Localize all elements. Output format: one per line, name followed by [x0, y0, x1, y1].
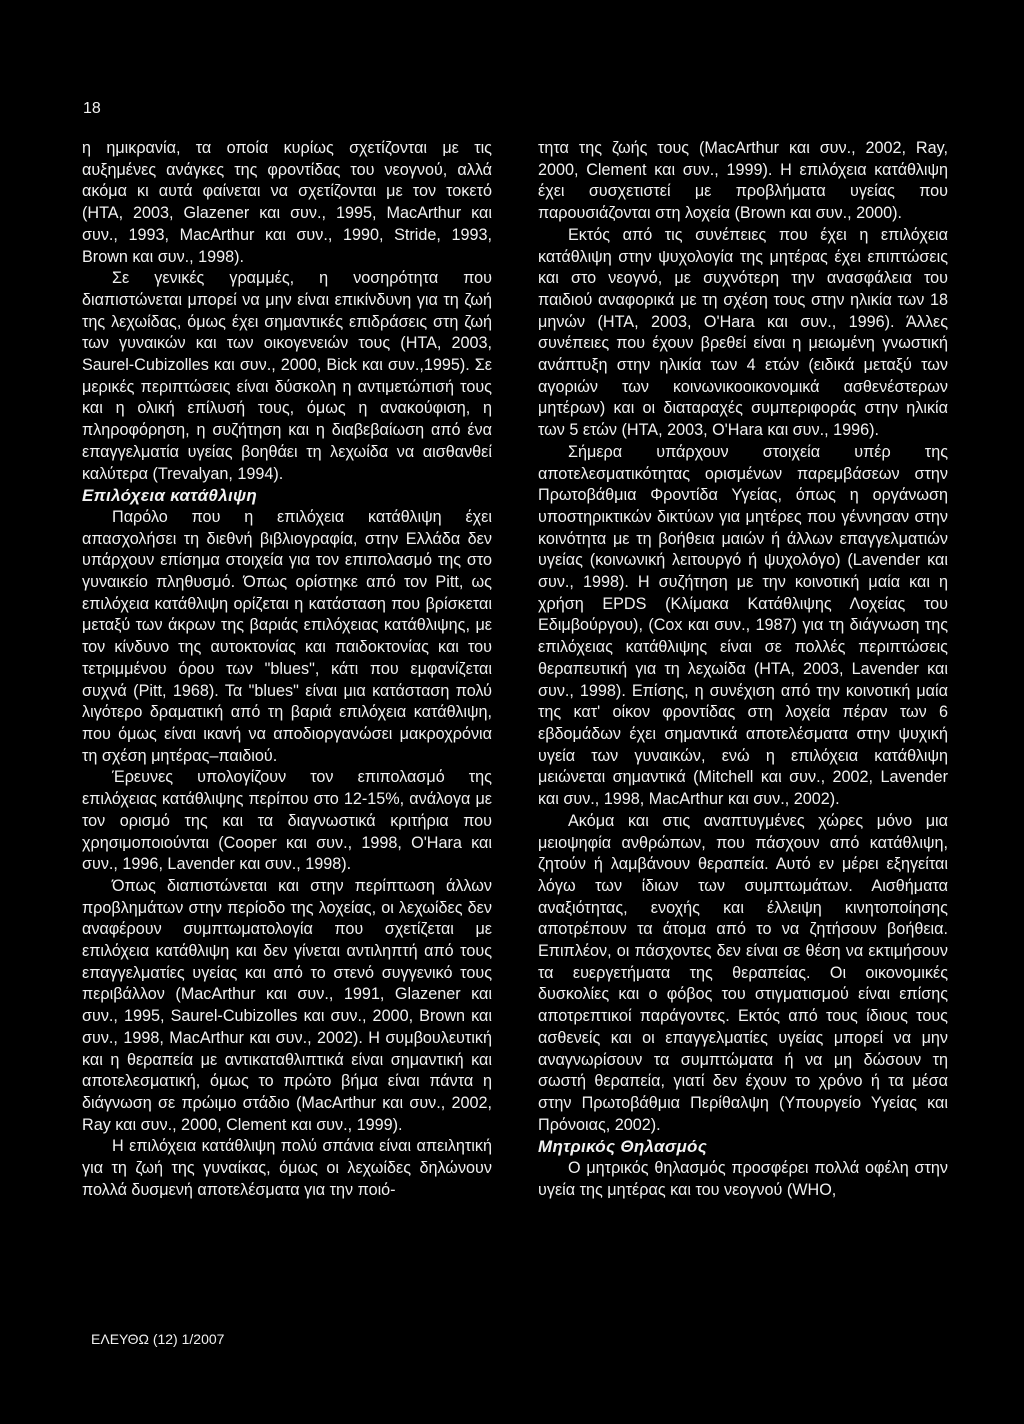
paragraph: Η επιλόχεια κατάθλιψη πολύ σπάνια είναι απειλητική για τη ζωή της γυναίκας, όμως οι λεχωίδες δηλώνουν πολλά δυσμενή αποτελέσματα για την ποιό-: [82, 1137, 492, 1199]
paragraph: Παρόλο που η επιλόχεια κατάθλιψη έχει απασχολήσει τη διεθνή βιβλιογραφία, στην Ελλάδα δεν υπάρχουν επίσημα στοιχεία για τον επιπολασμό της στο γυναικείο πληθυσμό. Όπως ορίστηκε από τον Pitt, ως επιλόχεια κατάθλιψη ορίζεται η κατάσταση που βρίσκεται μεταξύ των άκρων της βαριάς επιλόχειας κατάθλιψης, με τον κίνδυνο της αυτοκτονίας και παιδοκτονίας και του τετριμμένου όρου των "blues", κάτι που εμφανίζεται συχνά (Pitt, 1968). Τα "blues" είναι μια κατάσταση πολύ λιγότερο δραματική από τη βαριά επιλόχεια κατάθλιψη, που όμως είναι ικανή να αποδιοργανώσει μακροχρόνια τη σχέση μητέρας–παιδιού.: [82, 507, 492, 765]
paragraph: Εκτός από τις συνέπειες που έχει η επιλόχεια κατάθλιψη στην ψυχολογία της μητέρας έχει επιπτώσεις και στο νεογνό, με συχνότερη την ανασφάλεια του παιδιού αναφορικά με τη σχέση τους στην ηλικία των 18 μηνών (HTA, 2003, O'Hara και συν., 1996). Άλλες συνέπειες που έχουν βρεθεί είναι η μειωμένη γνωστική ανάπτυξη στην ηλικία των 4 ετών (ειδικά μεταξύ των αγοριών των κοινωνικοοικονομικά ασθενέστερων μητέρων) και οι διαταραχές συμπεριφοράς στην ηλικία των 5 ετών (HTA, 2003, O'Hara και συν., 1996).: [538, 225, 948, 440]
page-number: 18: [83, 100, 101, 117]
section-heading: Επιλόχεια κατάθλιψη: [82, 486, 258, 506]
right-column: [538, 138, 948, 1201]
section-heading: Μητρικός Θηλασμός: [538, 1137, 708, 1157]
paragraph: Όπως διαπιστώνεται και στην περίπτωση άλλων προβλημάτων στην περίοδο της λοχείας, οι λεχωίδες δεν αναφέρουν συμπτωματολογία που σχετίζεται με επιλόχεια κατάθλιψη και δεν γίνεται αντιληπτή από τους επαγγελματίες υγείας και από το στενό συγγενικό τους περιβάλλον (MacArthur και συν., 1991, Glazener και συν., 1995, Saurel-Cubizolles και συν., 2000, Brown και συν., 1998, MacArthur και συν., 2002). Η συμβουλευτική και η θεραπεία με αντικαταθλιπτικά είναι σημαντική και αποτελεσματική, όμως το πρώτο βήμα είναι πάντα η διάγνωση σε πρώιμο στάδιο (MacArthur και συν., 2002, Ray και συν., 2000, Clement και συν., 1999).: [82, 876, 492, 1134]
paragraph: Σήμερα υπάρχουν στοιχεία υπέρ της αποτελεσματικότητας ορισμένων παρεμβάσεων στην Πρωτοβάθμια Φροντίδα Υγείας, όπως η οργάνωση υποστηρικτικών δικτύων για μητέρες που γέννησαν στην κοινότητα με τη βοήθεια μαιών ή άλλων επαγγελματιών υγείας (κοινωνική λειτουργό ή ψυχολόγο) (Lavender και συν., 1998). Η συζήτηση με την κοινοτική μαία και η χρήση EPDS (Κλίμακα Κατάθλιψης Λοχείας του Εδιμβούργου), (Cox και συν., 1987) για τη διάγνωση της επιλόχειας κατάθλιψης είναι σε πολλές περιπτώσεις θεραπευτική για τη λεχωίδα (HTA, 2003, Lavender και συν., 1998). Επίσης, η συνέχιση από την κοινοτική μαία της κατ' οίκον φροντίδας στη λοχεία πέραν των 6 εβδομάδων έχει σημαντικά αποτελέσματα στην ψυχική υγεία των γυναικών, ενώ η επιλόχεια κατάθλιψη μειώνεται σημαντικά (Mitchell και συν., 2002, Lavender και συν., 1998, MacArthur και συν., 2002).: [538, 442, 948, 809]
paragraph: Ο μητρικός θηλασμός προσφέρει πολλά οφέλη στην υγεία της μητέρας και του νεογνού (WHO,: [538, 1159, 948, 1199]
paragraph: η ημικρανία, τα οποία κυρίως σχετίζονται με τις αυξημένες ανάγκες της φροντίδας του νεογνού, αλλά ακόμα κι αυτά φαίνεται να σχετίζονται με τον τοκετό (HTA, 2003, Glazener και συν., 1995, MacArthur και συν., 1993, MacArthur και συν., 1990, Stride, 1993, Brown και συν., 1998).: [82, 139, 492, 266]
paragraph: Έρευνες υπολογίζουν τον επιπολασμό της επιλόχειας κατάθλιψης περίπου στο 12-15%, ανάλογα με τον ορισμό της και τα διαγνωστικά κριτήρια που χρησιμοποιούνται (Cooper και συν., 1998, O'Hara και συν., 1996, Lavender και συν., 1998).: [82, 768, 492, 874]
paragraph: Σε γενικές γραμμές, η νοσηρότητα που διαπιστώνεται μπορεί να μην είναι επικίνδυνη για τη ζωή της λεχωίδας, όμως έχει σημαντικές επιδράσεις στη ζωή των γυναικών και των οικογενειών τους (HTA, 2003, Saurel-Cubizolles και συν., 2000, Bick και συν.,1995). Σε μερικές περιπτώσεις είναι δύσκολη η αντιμετώπισή τους και η ολική επίλυσή τους, όμως η ανακούφιση, η πληροφόρηση, η συζήτηση και η διαβεβαίωση από ένα επαγγελματία υγείας βοηθάει τη λεχωίδα να αισθανθεί καλύτερα (Trevalyan, 1994).: [82, 269, 492, 483]
journal-footer: ΕΛΕΥΘΩ (12) 1/2007: [91, 1331, 225, 1347]
paragraph: τητα της ζωής τους (MacArthur και συν., 2002, Ray, 2000, Clement και συν., 1999). Η επιλόχεια κατάθλιψη έχει συσχετιστεί με προβλήματα υγείας που παρουσιάζονται στη λοχεία (Brown και συν., 2000).: [538, 139, 948, 223]
left-column: [82, 138, 492, 1201]
paragraph: Ακόμα και στις αναπτυγμένες χώρες μόνο μια μειοψηφία ανθρώπων, που πάσχουν από κατάθλιψη, ζητούν ή λαμβάνουν θεραπεία. Αυτό εν μέρει εξηγείται λόγω των ίδιων των συμπτωμάτων. Αισθήματα αναξιότητας, ενοχής και έλλειψη κινητοποίησης αποτρέπουν τα άτομα από το να ζητήσουν βοήθεια. Επιπλέον, οι πάσχοντες δεν είναι σε θέση να εκτιμήσουν τα ευεργετήματα της θεραπείας. Οι οικονομικές δυσκολίες και ο φόβος του στιγματισμού είναι επίσης αποτρεπτικοί παράγοντες. Εκτός από τους ίδιους τους ασθενείς και οι επαγγελματίες υγείας μπορεί να μην αναγνωρίσουν τα συμπτώματα ή να μη δώσουν τη σωστή θεραπεία, γιατί δεν έχουν το χρόνο ή τα μέσα στην Πρωτοβάθμια Περίθαλψη (Υπουργείο Υγείας και Πρόνοιας, 2002).: [538, 811, 948, 1134]
